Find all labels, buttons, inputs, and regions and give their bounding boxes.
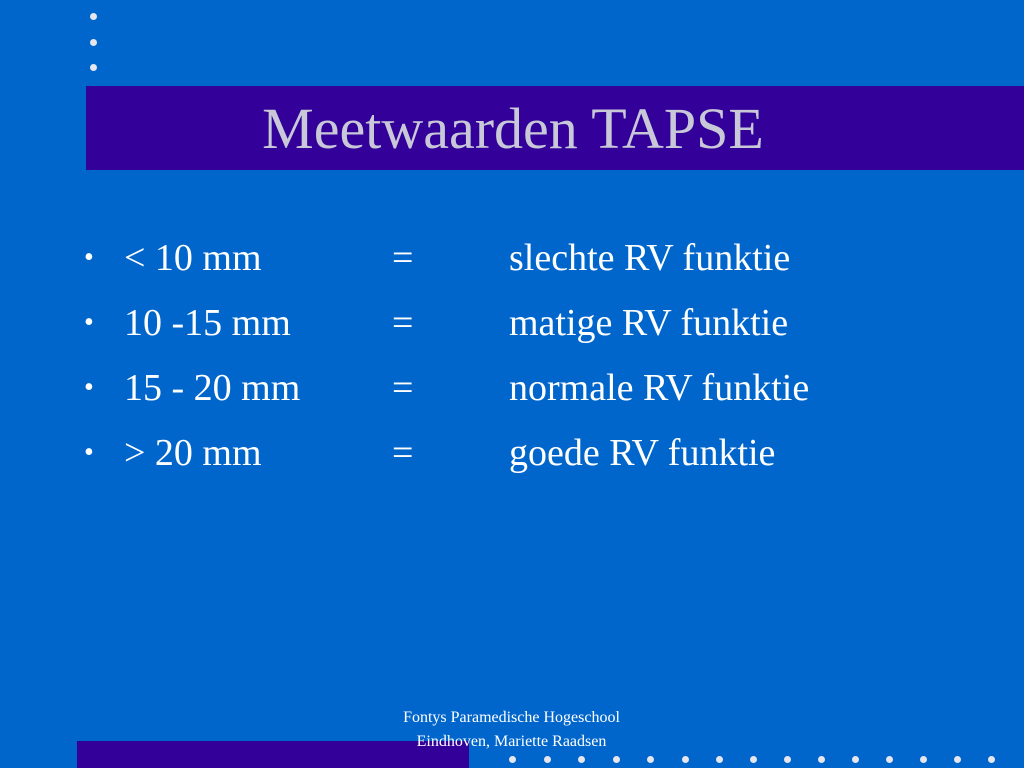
footer-author: Eindhoven, Mariette Raadsen: [416, 733, 607, 750]
footer-institution: Fontys Paramedische Hogeschool: [403, 709, 620, 726]
bullet-item: [84, 424, 944, 489]
bullet-range: 15 - 20 mm: [124, 367, 301, 409]
bullet-range: < 10 mm: [124, 237, 262, 279]
decor-dot: [988, 756, 995, 763]
decor-dot: [90, 13, 97, 20]
decor-dot: [90, 64, 97, 71]
bullet-equals: =: [392, 302, 414, 344]
decor-dot: [544, 756, 551, 763]
bullet-equals: =: [392, 432, 414, 474]
bullet-equals: =: [392, 237, 414, 279]
decor-dot: [954, 756, 961, 763]
decor-dot: [852, 756, 859, 763]
slide-title: Meetwaarden TAPSE: [262, 95, 764, 161]
bullet-icon: •: [84, 437, 94, 468]
bullet-range: 10 -15 mm: [124, 302, 291, 344]
bullet-equals: =: [392, 367, 414, 409]
bullet-icon: •: [84, 372, 94, 403]
decor-dot: [886, 756, 893, 763]
bullet-meaning: goede RV funktie: [509, 432, 776, 474]
bullet-icon: •: [84, 307, 94, 338]
bullet-meaning: matige RV funktie: [509, 302, 789, 344]
decor-dot: [716, 756, 723, 763]
decor-dot: [682, 756, 689, 763]
decor-dot: [750, 756, 757, 763]
bullet-range: > 20 mm: [124, 432, 262, 474]
bullet-item: [84, 359, 944, 424]
decor-dot: [509, 756, 516, 763]
decor-dot: [647, 756, 654, 763]
title-band: [86, 86, 1024, 170]
bullet-list: [84, 229, 944, 489]
bullet-meaning: slechte RV funktie: [509, 237, 791, 279]
bullet-item: [84, 294, 944, 359]
decor-dot: [613, 756, 620, 763]
bullet-icon: •: [84, 242, 94, 273]
decor-dot: [818, 756, 825, 763]
decor-dot: [578, 756, 585, 763]
decor-dot: [90, 39, 97, 46]
footer: [356, 706, 667, 754]
decor-dot: [920, 756, 927, 763]
decor-dot: [784, 756, 791, 763]
bullet-meaning: normale RV funktie: [509, 367, 810, 409]
bullet-item: [84, 229, 944, 294]
